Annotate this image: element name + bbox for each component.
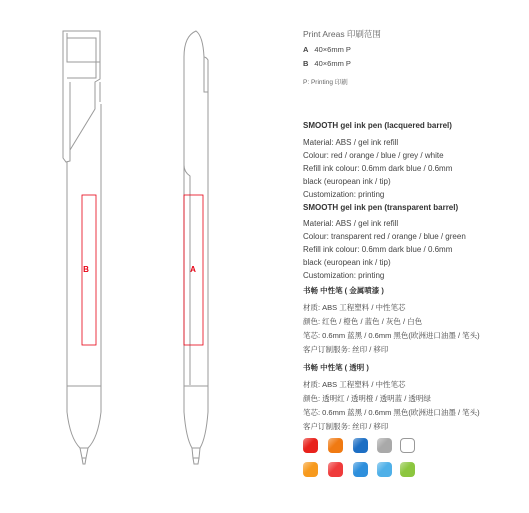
swatch-white[interactable]	[400, 438, 415, 453]
cn-spec-line: 颜色: 红色 / 橙色 / 蓝色 / 灰色 / 白色	[303, 317, 423, 326]
print-area-row-a	[303, 45, 351, 54]
spec-line: Material: ABS / gel ink refill	[303, 219, 399, 228]
swatch-grey[interactable]	[377, 438, 392, 453]
cn-spec-line: 材质: ABS 工程塑料 / 中性笔芯	[303, 303, 406, 312]
cn-spec-line: 客户订制服务: 丝印 / 移印	[303, 422, 389, 431]
swatch-red[interactable]	[303, 438, 318, 453]
left-pen-drawing	[63, 31, 101, 464]
right-pen-grip	[184, 386, 208, 448]
spec-line: black (european ink / tip)	[303, 258, 391, 267]
print-areas-title: Print Areas 印刷范围	[303, 29, 381, 39]
swatch-blue[interactable]	[353, 438, 368, 453]
cn-spec-line: 材质: ABS 工程塑料 / 中性笔芯	[303, 380, 406, 389]
spec-line: black (european ink / tip)	[303, 177, 391, 186]
print-area-letter: A	[303, 45, 309, 54]
right-pen-barrel	[184, 57, 208, 386]
spec-line: Material: ABS / gel ink refill	[303, 138, 399, 147]
left-pen-cap	[67, 33, 100, 62]
print-area-size: 40×6mm P	[314, 45, 351, 54]
swatch-transparent-light-blue[interactable]	[377, 462, 392, 477]
print-area-size: 40×6mm P	[314, 59, 351, 68]
spec-line: Customization: printing	[303, 190, 385, 199]
swatch-transparent-green[interactable]	[400, 462, 415, 477]
swatch-transparent-red[interactable]	[328, 462, 343, 477]
print-area-row-b	[303, 59, 351, 68]
print-area-letter: B	[303, 59, 309, 68]
spec-line: Refill ink colour: 0.6mm dark blue / 0.6mm	[303, 164, 453, 173]
spec-line: Colour: transparent red / orange / blue / green	[303, 232, 466, 241]
cn-section-title-transparent: 书畅 中性笔 ( 透明 )	[303, 363, 369, 372]
spec-line: Refill ink colour: 0.6mm dark blue / 0.6mm	[303, 245, 453, 254]
spec-line: Colour: red / orange / blue / grey / white	[303, 151, 444, 160]
swatch-orange[interactable]	[328, 438, 343, 453]
left-pen-tip	[80, 448, 88, 464]
spec-line: Customization: printing	[303, 271, 385, 280]
section-title-lacquered: SMOOTH gel ink pen (lacquered barrel)	[303, 121, 452, 130]
right-pen-drawing	[184, 31, 208, 464]
right-pen-cap	[184, 31, 204, 57]
cn-spec-line: 笔芯: 0.6mm 蓝黑 / 0.6mm 黑色(欧洲进口油墨 / 笔头)	[303, 331, 480, 340]
cn-spec-line: 客户订制服务: 丝印 / 移印	[303, 345, 389, 354]
right-pen-clip	[184, 57, 190, 385]
left-pen-grip	[67, 386, 101, 448]
swatch-transparent-orange[interactable]	[303, 462, 318, 477]
cn-section-title-lacquered: 书畅 中性笔 ( 金属喷漆 )	[303, 286, 384, 295]
cn-spec-line: 颜色: 透明红 / 透明橙 / 透明蓝 / 透明绿	[303, 394, 431, 403]
print-area-b-label: B	[83, 265, 89, 274]
cn-spec-line: 笔芯: 0.6mm 蓝黑 / 0.6mm 黑色(欧洲进口油墨 / 笔头)	[303, 408, 480, 417]
right-pen-tip	[192, 448, 200, 464]
print-area-a-label: A	[190, 265, 196, 274]
section-title-transparent: SMOOTH gel ink pen (transparent barrel)	[303, 203, 459, 212]
left-pen-clip	[63, 31, 100, 162]
print-areas-note: P: Printing 印刷	[303, 79, 348, 86]
swatch-transparent-blue[interactable]	[353, 462, 368, 477]
